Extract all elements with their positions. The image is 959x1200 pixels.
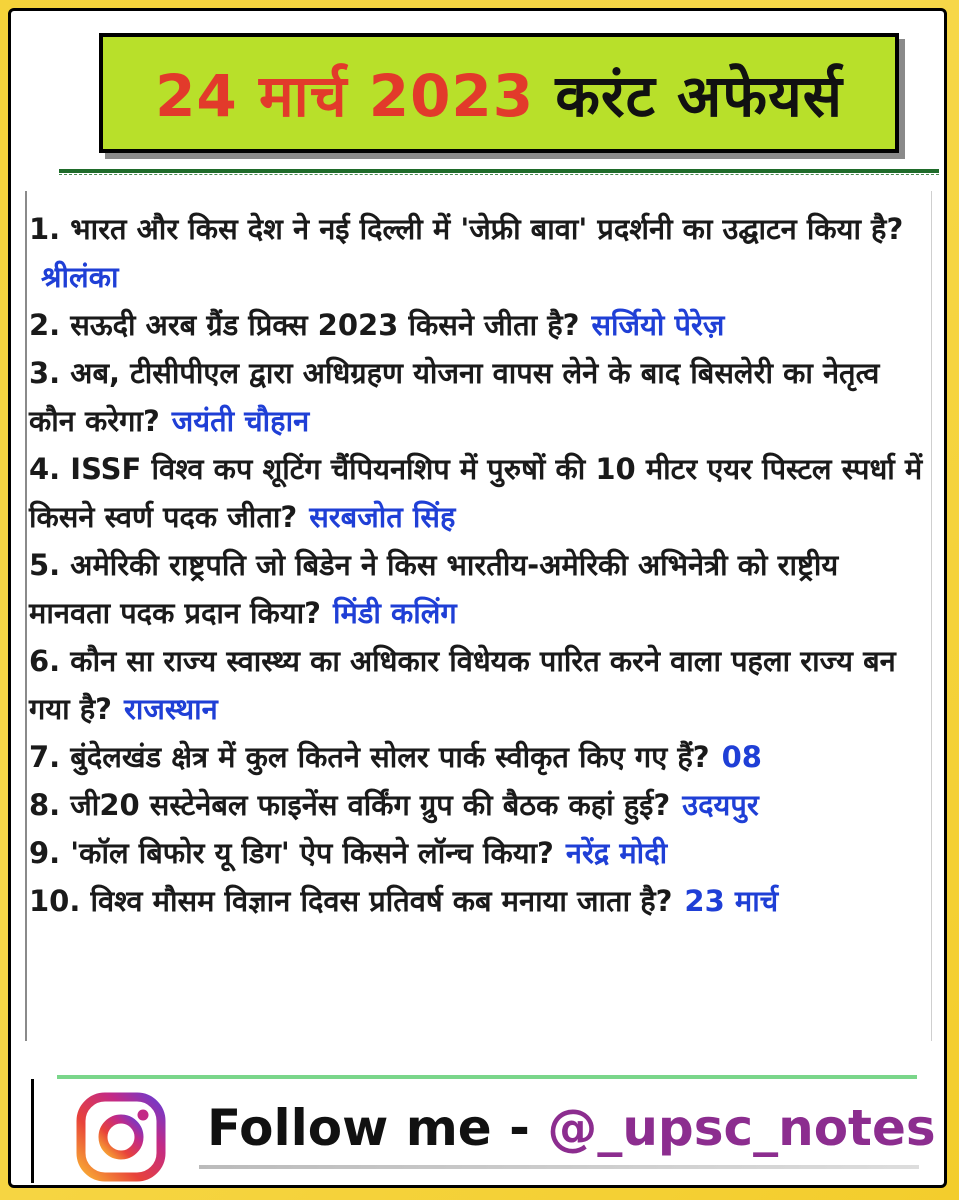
question-text: 1. भारत और किस देश ने नई दिल्ली में 'जेफ्री बावा' प्रदर्शनी का उद्घाटन किया है? <box>29 212 904 246</box>
question-list <box>29 205 929 925</box>
list-item <box>29 349 929 445</box>
title-date: 24 मार्च 2023 <box>155 61 535 130</box>
bottom-divider <box>57 1075 917 1079</box>
list-item <box>29 781 929 829</box>
question-text: 8. जी20 सस्टेनेबल फाइनेंस वर्किंग ग्रुप की बैठक कहां हुई? <box>29 788 671 822</box>
answer-text: 23 मार्च <box>684 884 779 918</box>
list-item <box>29 301 929 349</box>
follow-label: Follow me - <box>207 1099 530 1157</box>
answer-text: जयंती चौहान <box>171 404 310 438</box>
list-item <box>29 205 929 301</box>
question-text: 2. सऊदी अरब ग्रैंड प्रिक्स 2023 किसने जीता है? <box>29 308 580 342</box>
question-text: 5. अमेरिकी राष्ट्रपति जो बिडेन ने किस भारतीय-अमेरिकी अभिनेत्री को राष्ट्रीय मानवता पदक प्रदान किया? <box>29 548 839 630</box>
question-text: 3. अब, टीसीपीएल द्वारा अधिग्रहण योजना वापस लेने के बाद बिसलेरी का नेतृत्व कौन करेगा? <box>29 356 880 438</box>
title-banner <box>99 33 899 153</box>
answer-text: मिंडी कलिंग <box>333 596 457 630</box>
follow-text <box>207 1099 936 1157</box>
answer-text: सरबजोत सिंह <box>309 500 456 534</box>
list-item <box>29 541 929 637</box>
answer-text: 08 <box>721 740 762 774</box>
list-item <box>29 829 929 877</box>
answer-text: श्रीलंका <box>41 260 119 294</box>
answer-text: नरेंद्र मोदी <box>565 836 668 870</box>
title-text: करंट अफेयर्स <box>555 61 843 130</box>
question-text: 10. विश्व मौसम विज्ञान दिवस प्रतिवर्ष कब मनाया जाता है? <box>29 884 673 918</box>
footer-left-rule <box>31 1079 34 1183</box>
question-text: 9. 'कॉल बिफोर यू डिग' ऐप किसने लॉन्च किया? <box>29 836 554 870</box>
list-item <box>29 877 929 925</box>
question-text: 7. बुंदेलखंड क्षेत्र में कुल कितने सोलर पार्क स्वीकृत किए गए हैं? <box>29 740 710 774</box>
poster-frame <box>8 8 947 1188</box>
left-rule <box>25 191 27 1041</box>
follow-underline <box>199 1165 919 1169</box>
right-rule <box>931 191 932 1041</box>
page-title <box>155 54 843 133</box>
list-item <box>29 445 929 541</box>
list-item <box>29 637 929 733</box>
answer-text: उदयपुर <box>682 788 759 822</box>
answer-text: राजस्थान <box>123 692 218 726</box>
instagram-handle[interactable]: @_upsc_notes <box>547 1099 936 1157</box>
question-text: 6. कौन सा राज्य स्वास्थ्य का अधिकार विधेयक पारित करने वाला पहला राज्य बन गया है? <box>29 644 896 726</box>
list-item <box>29 733 929 781</box>
top-divider <box>59 169 939 173</box>
instagram-icon[interactable] <box>75 1091 167 1183</box>
question-text: 4. ISSF विश्व कप शूटिंग चैंपियनशिप में पुरुषों की 10 मीटर एयर पिस्टल स्पर्धा में किसने स्वर्ण पदक जीता? <box>29 452 923 534</box>
answer-text: सर्जियो पेरेज़ <box>591 308 725 342</box>
